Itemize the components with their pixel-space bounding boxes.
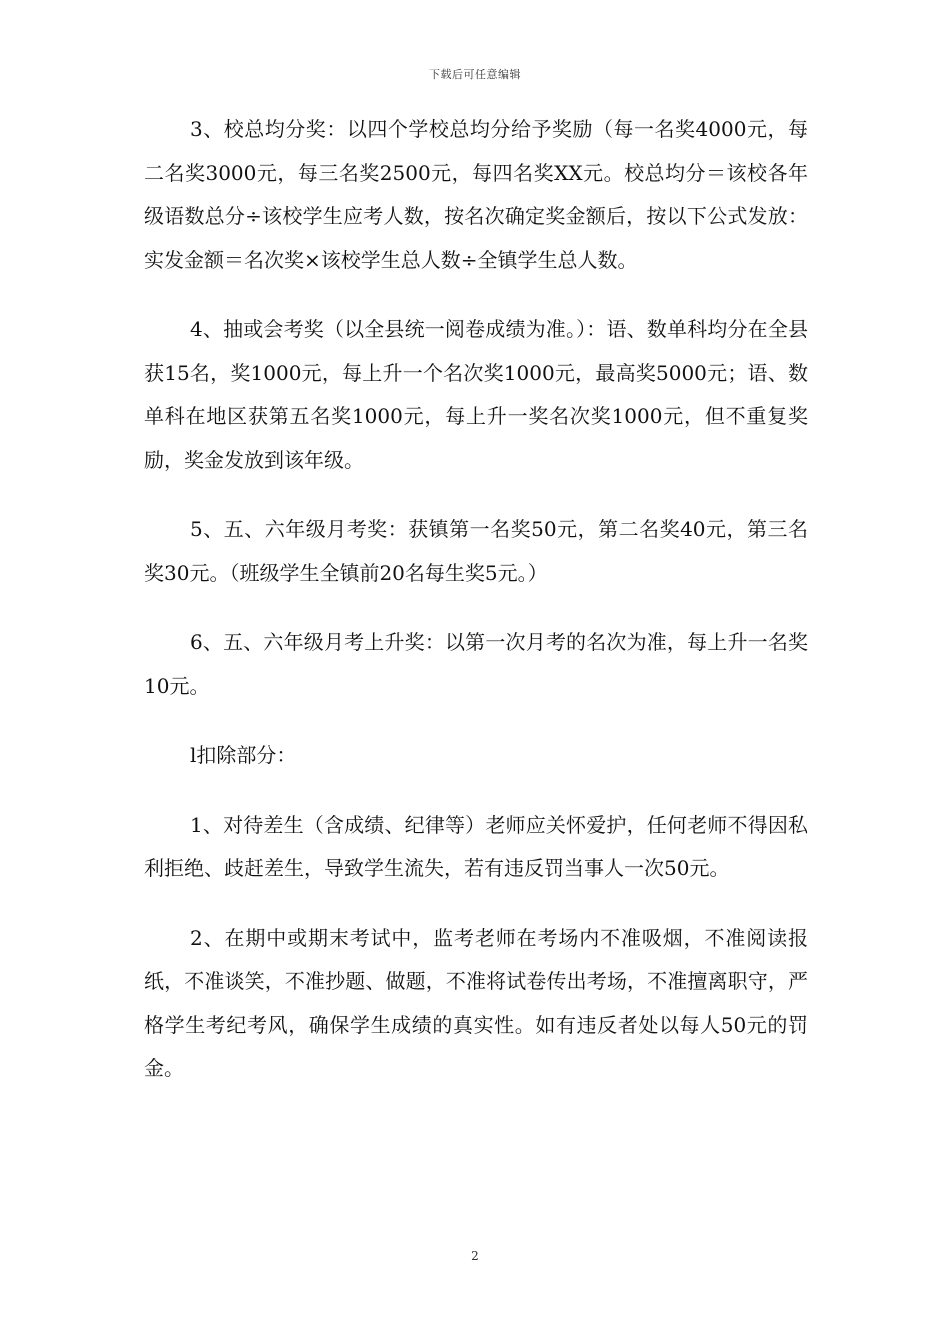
paragraph-school-average-award: 3、校总均分奖：以四个学校总均分给予奖励（每一名奖4000元，每二名奖3000元，每三名奖2500元，每四名奖XX元。校总均分＝该校各年级语数总分÷该校学生应考人数，按名次确定奖金额后，按以下公式发放：实发金额＝名次奖×该校学生总人数÷全镇学生总人数。 (144, 117, 808, 272)
paragraph-monthly-exam-award: 5、五、六年级月考奖：获镇第一名奖50元，第二名奖40元，第三名奖30元。（班级学生全镇前20名每生奖5元。） (144, 517, 808, 585)
paragraph-deduction-poor-students: 1、对待差生（含成绩、纪律等）老师应关怀爱护，任何老师不得因私利拒绝、歧赶差生，导致学生流失，若有违反罚当事人一次50元。 (144, 812, 808, 880)
paragraph-exam-award: 4、抽或会考奖（以全县统一阅卷成绩为准。）：语、数单科均分在全县获15名，奖1000元，每上升一个名次奖1000元，最高奖5000元；语、数单科在地区获第五名奖1000元，每上升一奖名次奖1000元，但不重复奖励，奖金发放到该年级。 (144, 317, 808, 472)
section-heading-deductions: l扣除部分： (190, 743, 297, 767)
paragraph-monthly-improvement-award: 6、五、六年级月考上升奖：以第一次月考的名次为准，每上升一名奖10元。 (144, 630, 808, 698)
paragraph-deduction-exam-proctoring: 2、在期中或期末考试中，监考老师在考场内不准吸烟，不准阅读报纸，不准谈笑，不准抄题、做题，不准将试卷传出考场，不准擅离职守，严格学生考纪考风，确保学生成绩的真实性。如有违反者处以每人50元的罚金。 (144, 925, 808, 1080)
document-body (144, 108, 808, 1117)
page-header: 下载后可任意编辑 (429, 68, 521, 81)
page-number: 2 (471, 1249, 479, 1263)
